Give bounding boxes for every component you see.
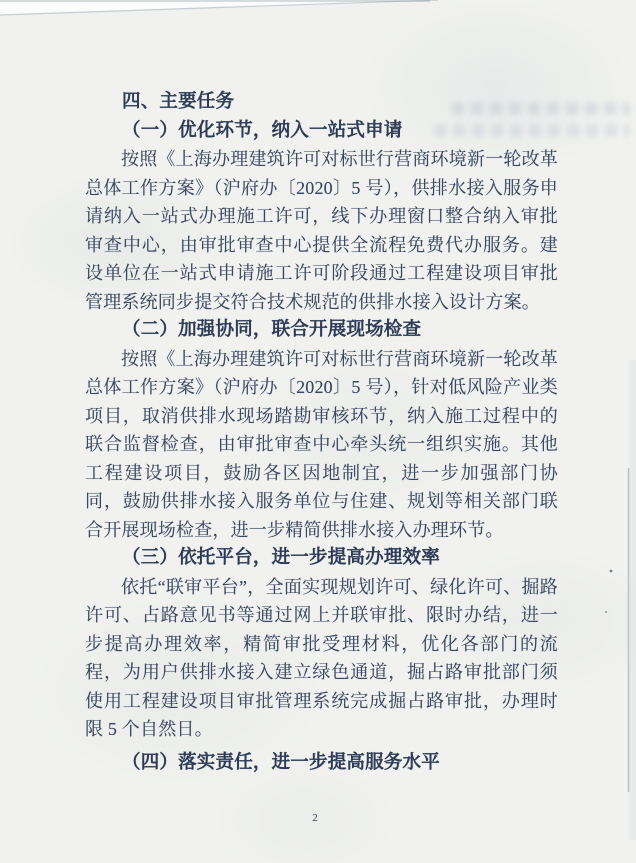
document-text-block bbox=[85, 88, 558, 777]
scan-page-edge-line bbox=[0, 0, 438, 15]
main-heading: 四、主要任务 bbox=[122, 92, 235, 112]
scan-right-edge-band bbox=[630, 360, 636, 840]
section-1-paragraph: 按照《上海办理建筑许可对标世行营商环境新一轮改革总体工作方案》（沪府办〔2020〕5 号），供排水接入服务申请纳入一站式办理施工许可，线下办理窗口整合纳入审批审查中心，由审批审查中心提供全流程免费代办服务。建设单位在一站式申请施工许可阶段通过工程建设项目审批管理系统同步提交符合技术规范的供排水接入设计方案。 bbox=[85, 149, 558, 312]
section-3-paragraph: 依托“联审平台”，全面实现规划许可、绿化许可、掘路许可、占路意见书等通过网上并联审批、限时办结，进一步提高办理效率，精简审批受理材料，优化各部门的流程，为用户供排水接入建立绿色通道，掘占路审批部门须使用工程建设项目审批管理系统完成掘占路审批，办理时限 5 个自然日。 bbox=[85, 576, 558, 739]
section-2-paragraph: 按照《上海办理建筑许可对标世行营商环境新一轮改革总体工作方案》（沪府办〔2020〕5 号），针对低风险产业类项目，取消供排水现场踏勘审核环节，纳入施工过程中的联合监督检查，由审批审查中心牵头统一组织实施。其他工程建设项目，鼓励各区因地制宜，进一步加强部门协同，鼓励供排水接入服务单位与住建、规划等相关部门联合开展现场检查，进一步精简供排水接入办理环节。 bbox=[85, 348, 558, 540]
section-4-heading: （四）落实责任，进一步提高服务水平 bbox=[122, 752, 440, 773]
dust-speck bbox=[605, 611, 607, 613]
page-number: 2 bbox=[312, 812, 318, 824]
ink-bleedthrough-streak bbox=[434, 124, 630, 137]
section-1-heading: （一）优化环节，纳入一站式申请 bbox=[122, 120, 403, 141]
ink-bleedthrough-streak bbox=[452, 102, 630, 115]
section-2-heading: （二）加强协同，联合开展现场检查 bbox=[122, 320, 422, 340]
dust-speck bbox=[610, 570, 613, 573]
scan-page-edge-wedge bbox=[0, 0, 438, 15]
section-3-heading: （三）依托平台，进一步提高办理效率 bbox=[122, 548, 440, 568]
